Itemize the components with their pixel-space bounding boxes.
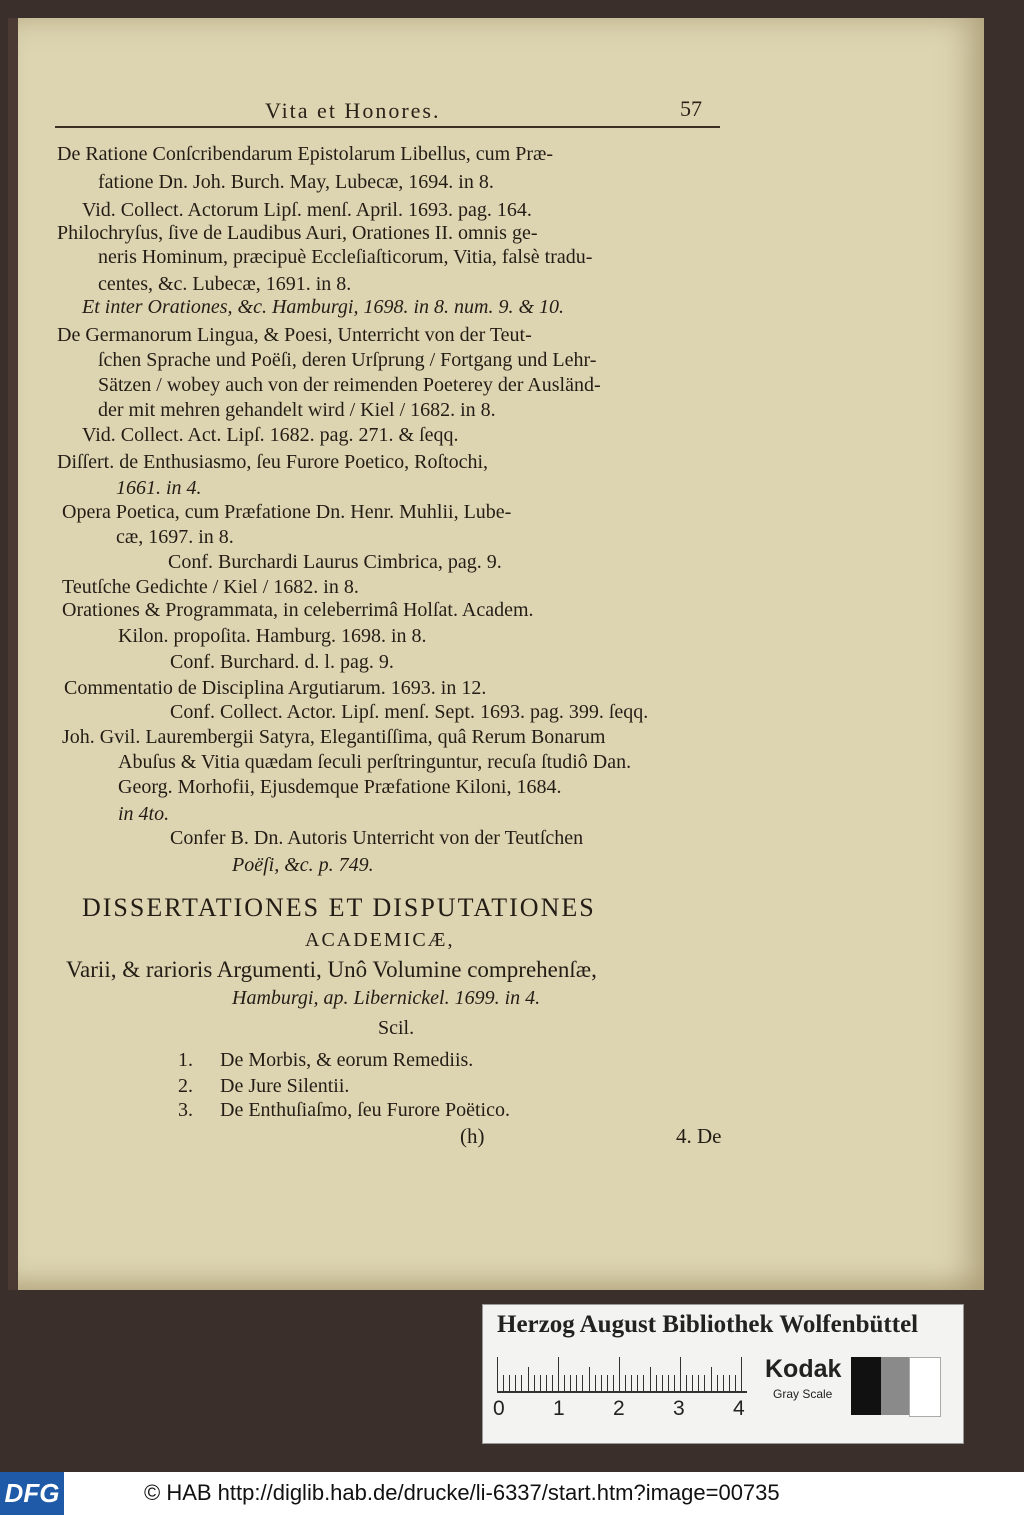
ruler-number: 0 (493, 1397, 505, 1420)
text-line: Conf. Collect. Actor. Lipſ. menſ. Sept. 1693. pag. 399. ſeqq. (170, 701, 649, 723)
gray-scale-label: Gray Scale (773, 1387, 833, 1401)
text-line: Vid. Collect. Actorum Lipſ. menſ. April. 1693. pag. 164. (82, 199, 532, 221)
text-line: Et inter Orationes, &c. Hamburgi, 1698. in 8. num. 9. & 10. (82, 296, 565, 318)
text-line: Opera Poetica, cum Præfatione Dn. Henr. Muhlii, Lube- (62, 501, 512, 523)
section-line-1: Varii, & rarioris Argumenti, Unô Volumine comprehenſæ, (66, 957, 597, 982)
text-line: Commentatio de Disciplina Argutiarum. 1693. in 12. (64, 677, 487, 699)
ruler-tick (564, 1375, 565, 1391)
text-line: Diſſert. de Enthusiasmo, ſeu Furore Poetico, Roſtochi, (57, 451, 489, 473)
text-line: Conf. Burchardi Laurus Cimbrica, pag. 9. (168, 551, 502, 573)
ruler-tick (570, 1375, 571, 1391)
ruler-tick (668, 1375, 669, 1391)
text-line: Vid. Collect. Act. Lipſ. 1682. pag. 271. & ſeqq. (82, 424, 459, 446)
running-title: Vita et Honores. (265, 98, 441, 123)
item-number: 2. (178, 1075, 193, 1097)
ruler-tick (674, 1375, 675, 1391)
section-title: DISSERTATIONES ET DISPUTATIONES (82, 893, 596, 922)
text-line: Orationes & Programmata, in celeberrimâ Holſat. Academ. (62, 599, 534, 621)
ruler-tick (576, 1375, 577, 1391)
ruler-tick (735, 1375, 736, 1391)
ruler-tick (613, 1375, 614, 1391)
scil-label: Scil. (378, 1017, 415, 1039)
ruler-tick (540, 1375, 541, 1391)
ruler-tick (497, 1357, 498, 1391)
ruler-number: 2 (613, 1397, 625, 1420)
ruler-tick (595, 1375, 596, 1391)
text-line: der mit mehren gehandelt wird / Kiel / 1682. in 8. (98, 399, 496, 421)
copyright-link[interactable]: © HAB http://diglib.hab.de/drucke/li-6337/start.htm?image=00735 (144, 1480, 780, 1505)
ruler-tick (552, 1375, 553, 1391)
ruler-tick (729, 1375, 730, 1391)
text-line: Conf. Burchard. d. l. pag. 9. (170, 651, 394, 673)
ruler-tick (717, 1375, 718, 1391)
gray-swatch-mid (881, 1357, 909, 1415)
ruler-tick (650, 1367, 651, 1391)
text-line: Poëſi, &c. p. 749. (232, 854, 374, 876)
color-calibration-card (482, 1304, 964, 1444)
ruler-tick (589, 1367, 590, 1391)
text-line: De Ratione Conſcribendarum Epistolarum Libellus, cum Præ- (57, 143, 554, 165)
gray-swatch-black (851, 1357, 881, 1415)
ruler-tick (704, 1375, 705, 1391)
ruler-tick (662, 1375, 663, 1391)
text-line: Abuſus & Vitia quædam ſeculi perſtringuntur, recuſa ſtudiô Dan. (118, 751, 632, 773)
section-subtitle: ACADEMICÆ, (305, 929, 455, 951)
ruler-tick (637, 1375, 638, 1391)
text-line: Teutſche Gedichte / Kiel / 1682. in 8. (62, 576, 359, 598)
text-line: De Germanorum Lingua, & Poesi, Unterricht von der Teut- (57, 324, 532, 346)
ruler-tick (741, 1357, 742, 1391)
dfg-logo: DFG (0, 1472, 64, 1515)
text-line: fatione Dn. Joh. Burch. May, Lubecæ, 1694. in 8. (98, 171, 494, 193)
ruler-tick (656, 1375, 657, 1391)
ruler-tick (503, 1375, 504, 1391)
text-line: Confer B. Dn. Autoris Unterricht von der Teutſchen (170, 827, 584, 849)
ruler-tick (643, 1375, 644, 1391)
page-binding (8, 18, 18, 1290)
item-text: De Jure Silentii. (220, 1075, 350, 1097)
ruler-tick (528, 1367, 529, 1391)
ruler-tick (515, 1375, 516, 1391)
text-line: Sätzen / wobey auch von der reimenden Poeterey der Ausländ- (98, 374, 601, 396)
item-text: De Morbis, & eorum Remediis. (220, 1049, 474, 1071)
ruler-tick (711, 1367, 712, 1391)
ruler-tick (607, 1375, 608, 1391)
signature-mark: (h) (460, 1124, 485, 1148)
ruler-tick (723, 1375, 724, 1391)
ruler-tick (698, 1375, 699, 1391)
ruler-tick (546, 1375, 547, 1391)
ruler-tick (692, 1375, 693, 1391)
ruler-tick (686, 1375, 687, 1391)
text-line: Kilon. propoſita. Hamburg. 1698. in 8. (118, 625, 427, 647)
text-line: Joh. Gvil. Laurembergii Satyra, Elegantiſſima, quâ Rerum Bonarum (62, 726, 606, 748)
ruler-tick (558, 1357, 559, 1391)
header-rule (55, 126, 720, 128)
gray-swatch-white (909, 1357, 941, 1417)
ruler-tick (680, 1357, 681, 1391)
text-line: Philochryſus, ſive de Laudibus Auri, Orationes II. omnis ge- (57, 222, 538, 244)
text-line: in 4to. (118, 803, 170, 825)
text-line: ſchen Sprache und Poëſi, deren Urſprung / Fortgang und Lehr- (98, 349, 597, 371)
scale-ruler (497, 1357, 747, 1393)
kodak-logo: Kodak (765, 1355, 842, 1383)
library-name: Herzog August Bibliothek Wolfenbüttel (497, 1311, 919, 1338)
ruler-number: 3 (673, 1397, 685, 1420)
ruler-tick (619, 1357, 620, 1391)
ruler-tick (521, 1375, 522, 1391)
ruler-tick (631, 1375, 632, 1391)
ruler-tick (582, 1375, 583, 1391)
text-line: cæ, 1697. in 8. (116, 526, 234, 548)
ruler-number: 1 (553, 1397, 565, 1420)
ruler-tick (625, 1375, 626, 1391)
page-number: 57 (680, 96, 702, 121)
text-line: 1661. in 4. (116, 477, 202, 499)
ruler-tick (509, 1375, 510, 1391)
item-number: 1. (178, 1049, 193, 1071)
text-line: Georg. Morhofii, Ejusdemque Præfatione Kiloni, 1684. (118, 776, 562, 798)
item-number: 3. (178, 1099, 193, 1121)
ruler-number: 4 (733, 1397, 745, 1420)
section-line-2: Hamburgi, ap. Libernickel. 1699. in 4. (232, 987, 541, 1009)
text-line: centes, &c. Lubecæ, 1691. in 8. (98, 273, 352, 295)
item-text: De Enthuſiaſmo, ſeu Furore Poëtico. (220, 1099, 510, 1121)
ruler-tick (534, 1375, 535, 1391)
ruler-tick (601, 1375, 602, 1391)
catchword: 4. De (676, 1124, 722, 1148)
footer-bar (0, 1472, 1024, 1515)
text-line: neris Hominum, præcipuè Eccleſiaſticorum, Vitia, falsè tradu- (98, 246, 593, 268)
